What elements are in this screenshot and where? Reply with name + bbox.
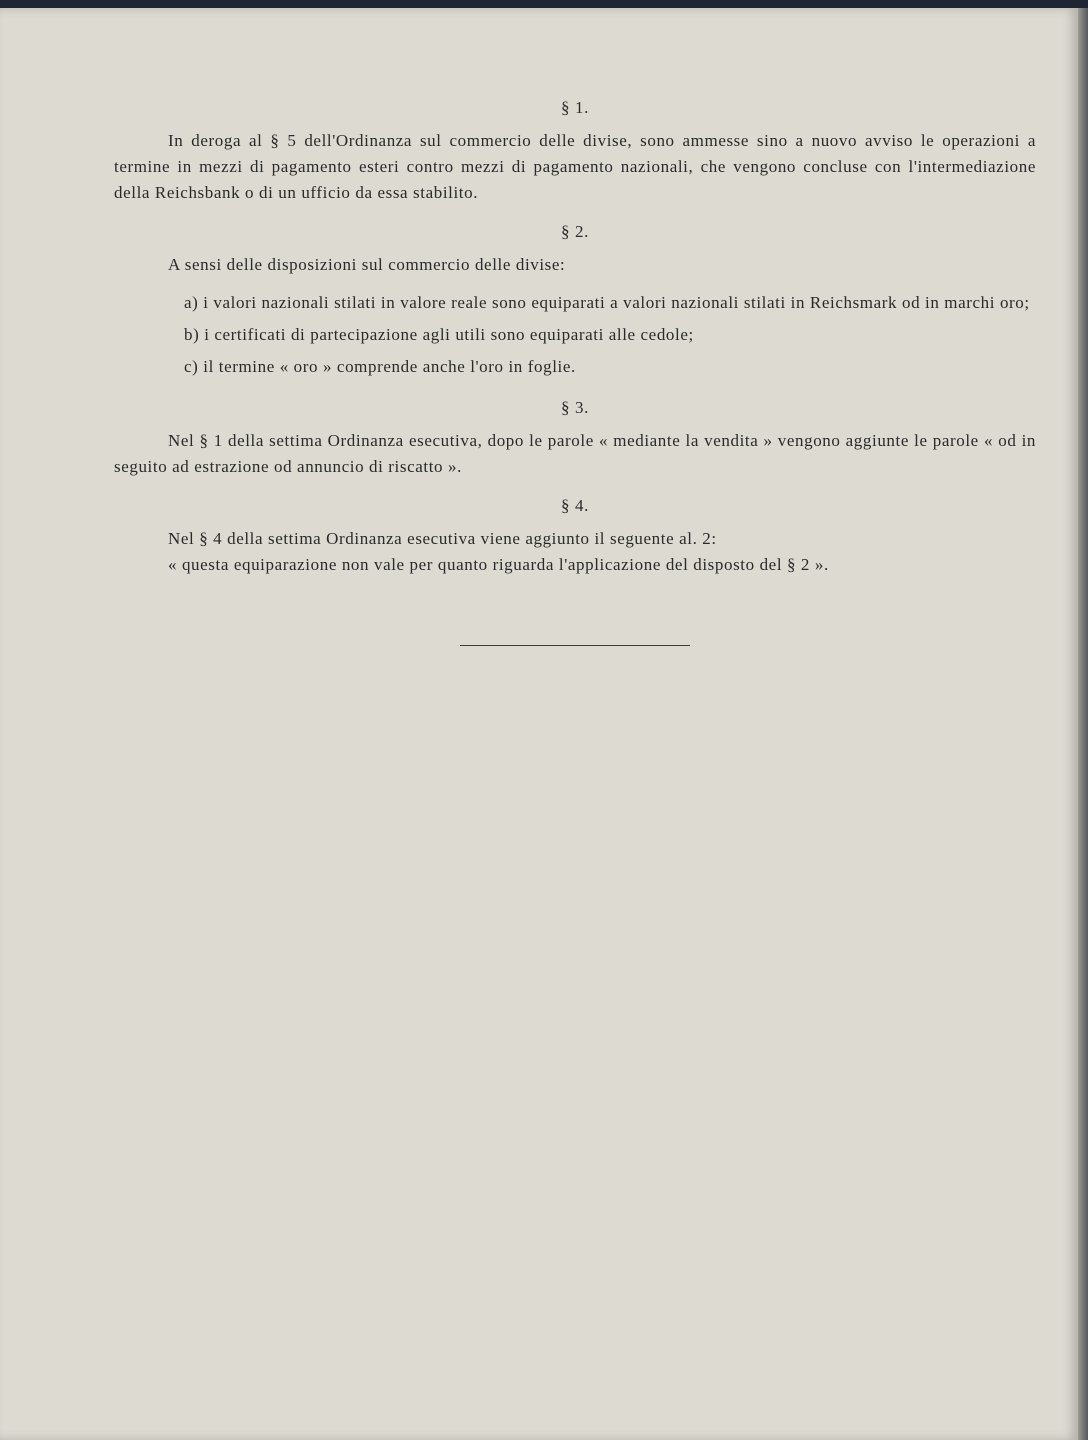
document-body [114,94,1036,608]
section-4-paragraph: Nel § 4 della settima Ordinanza esecutiva viene aggiunto il seguente al. 2: [168,529,717,548]
section-heading-2: § 2. [561,222,589,241]
section-2-item-a: a) i valori nazionali stilati in valore reale sono equiparati a valori nazionali stilati in Reichsmark od in marchi oro; [184,293,1030,312]
section-4-quote: « questa equiparazione non vale per quanto riguarda l'applicazione del disposto del § 2 ». [168,555,829,574]
page-edge-shadow [1078,8,1088,1440]
section-2-item-c: c) il termine « oro » comprende anche l'oro in foglie. [184,357,576,376]
section-1-paragraph: In deroga al § 5 dell'Ordinanza sul commercio delle divise, sono ammesse sino a nuovo avviso le operazioni a termine in mezzi di pagamento esteri contro mezzi di pagamento nazionali, che vengono concluse con l'intermediazione della Reichsbank o di un ufficio da essa stabilito. [114,131,1036,202]
section-heading-1: § 1. [561,98,589,117]
end-rule-divider [460,645,690,646]
section-heading-4: § 4. [561,496,589,515]
section-heading-3: § 3. [561,398,589,417]
section-2-item-b: b) i certificati di partecipazione agli utili sono equiparati alle cedole; [184,325,694,344]
document-page [0,8,1078,1440]
section-2-intro: A sensi delle disposizioni sul commercio delle divise: [168,255,566,274]
section-3-paragraph: Nel § 1 della settima Ordinanza esecutiva, dopo le parole « mediante la vendita » vengono aggiunte le parole « od in seguito ad estrazione od annuncio di riscatto ». [114,431,1036,476]
section-2-list [114,290,1036,380]
